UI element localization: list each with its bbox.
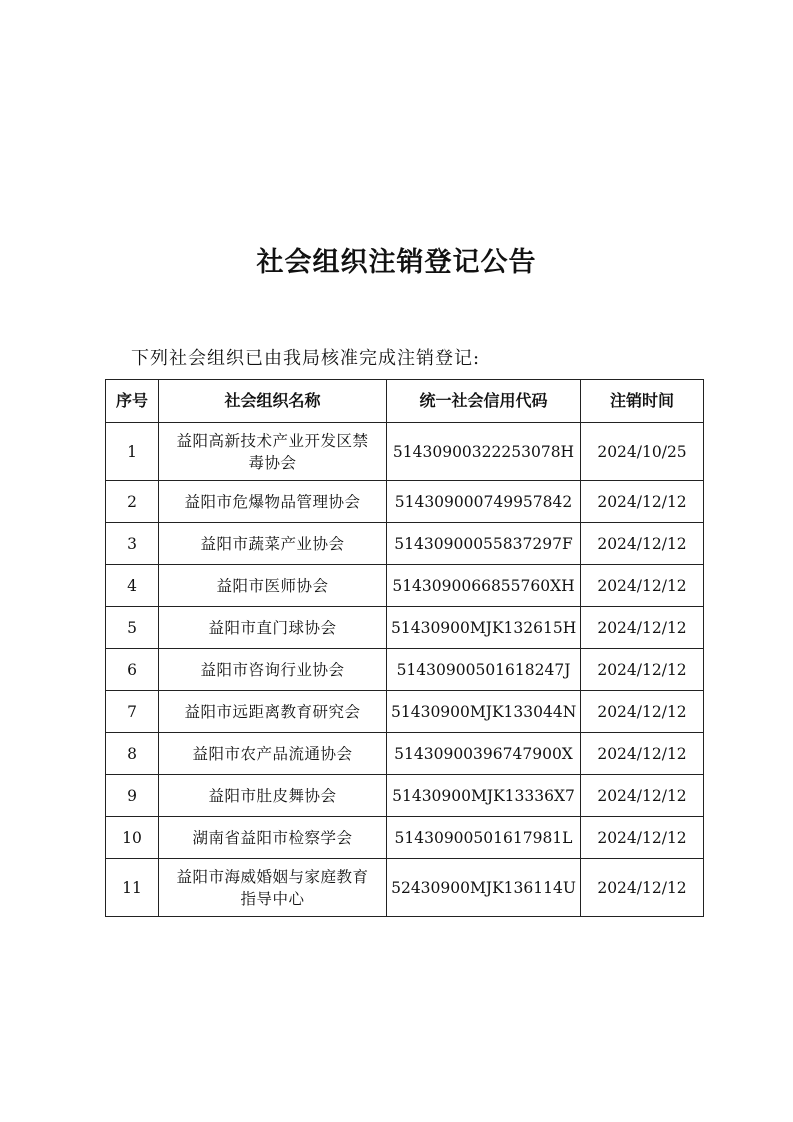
row-code: 514309000749957842 bbox=[387, 481, 581, 523]
row-date: 2024/12/12 bbox=[581, 565, 704, 607]
row-no: 5 bbox=[106, 607, 159, 649]
header-name: 社会组织名称 bbox=[159, 380, 387, 423]
row-no: 2 bbox=[106, 481, 159, 523]
row-name: 益阳市蔬菜产业协会 bbox=[159, 523, 387, 565]
row-date: 2024/12/12 bbox=[581, 859, 704, 917]
row-date: 2024/12/12 bbox=[581, 817, 704, 859]
deregistration-table bbox=[105, 379, 704, 917]
row-code: 5143090066855760XH bbox=[387, 565, 581, 607]
row-date: 2024/12/12 bbox=[581, 691, 704, 733]
row-code: 51430900MJK13336X7 bbox=[387, 775, 581, 817]
row-name: 益阳市远距离教育研究会 bbox=[159, 691, 387, 733]
row-code: 51430900MJK132615H bbox=[387, 607, 581, 649]
header-date: 注销时间 bbox=[581, 380, 704, 423]
intro-text: 下列社会组织已由我局核准完成注销登记: bbox=[131, 348, 481, 369]
row-name: 益阳市危爆物品管理协会 bbox=[159, 481, 387, 523]
row-no: 4 bbox=[106, 565, 159, 607]
row-no: 6 bbox=[106, 649, 159, 691]
row-name: 益阳市医师协会 bbox=[159, 565, 387, 607]
row-code: 51430900501617981L bbox=[387, 817, 581, 859]
table-row bbox=[106, 859, 704, 917]
row-date: 2024/12/12 bbox=[581, 523, 704, 565]
row-code: 51430900MJK133044N bbox=[387, 691, 581, 733]
row-no: 3 bbox=[106, 523, 159, 565]
row-no: 11 bbox=[106, 859, 159, 917]
table-row bbox=[106, 733, 704, 775]
table-row bbox=[106, 565, 704, 607]
table-row bbox=[106, 649, 704, 691]
table-row bbox=[106, 775, 704, 817]
row-name: 益阳市农产品流通协会 bbox=[159, 733, 387, 775]
header-code: 统一社会信用代码 bbox=[387, 380, 581, 423]
header-no: 序号 bbox=[106, 380, 159, 423]
row-code: 51430900396747900X bbox=[387, 733, 581, 775]
table-row bbox=[106, 607, 704, 649]
table-row bbox=[106, 817, 704, 859]
table-row bbox=[106, 423, 704, 481]
row-no: 7 bbox=[106, 691, 159, 733]
row-name: 益阳市海威婚姻与家庭教育指导中心 bbox=[159, 859, 387, 917]
table-header-row bbox=[106, 380, 704, 423]
row-code: 51430900322253078H bbox=[387, 423, 581, 481]
row-name: 益阳市肚皮舞协会 bbox=[159, 775, 387, 817]
row-no: 9 bbox=[106, 775, 159, 817]
row-code: 52430900MJK136114U bbox=[387, 859, 581, 917]
row-date: 2024/12/12 bbox=[581, 733, 704, 775]
document-title: 社会组织注销登记公告 bbox=[256, 247, 537, 278]
row-date: 2024/12/12 bbox=[581, 481, 704, 523]
row-no: 8 bbox=[106, 733, 159, 775]
row-date: 2024/12/12 bbox=[581, 649, 704, 691]
row-name: 湖南省益阳市检察学会 bbox=[159, 817, 387, 859]
row-date: 2024/12/12 bbox=[581, 775, 704, 817]
row-no: 1 bbox=[106, 423, 159, 481]
row-code: 51430900501618247J bbox=[387, 649, 581, 691]
row-code: 51430900055837297F bbox=[387, 523, 581, 565]
row-name: 益阳高新技术产业开发区禁毒协会 bbox=[159, 423, 387, 481]
row-date: 2024/12/12 bbox=[581, 607, 704, 649]
row-name: 益阳市咨询行业协会 bbox=[159, 649, 387, 691]
table-row bbox=[106, 481, 704, 523]
row-name: 益阳市直门球协会 bbox=[159, 607, 387, 649]
row-date: 2024/10/25 bbox=[581, 423, 704, 481]
row-no: 10 bbox=[106, 817, 159, 859]
table-row bbox=[106, 691, 704, 733]
table-row bbox=[106, 523, 704, 565]
